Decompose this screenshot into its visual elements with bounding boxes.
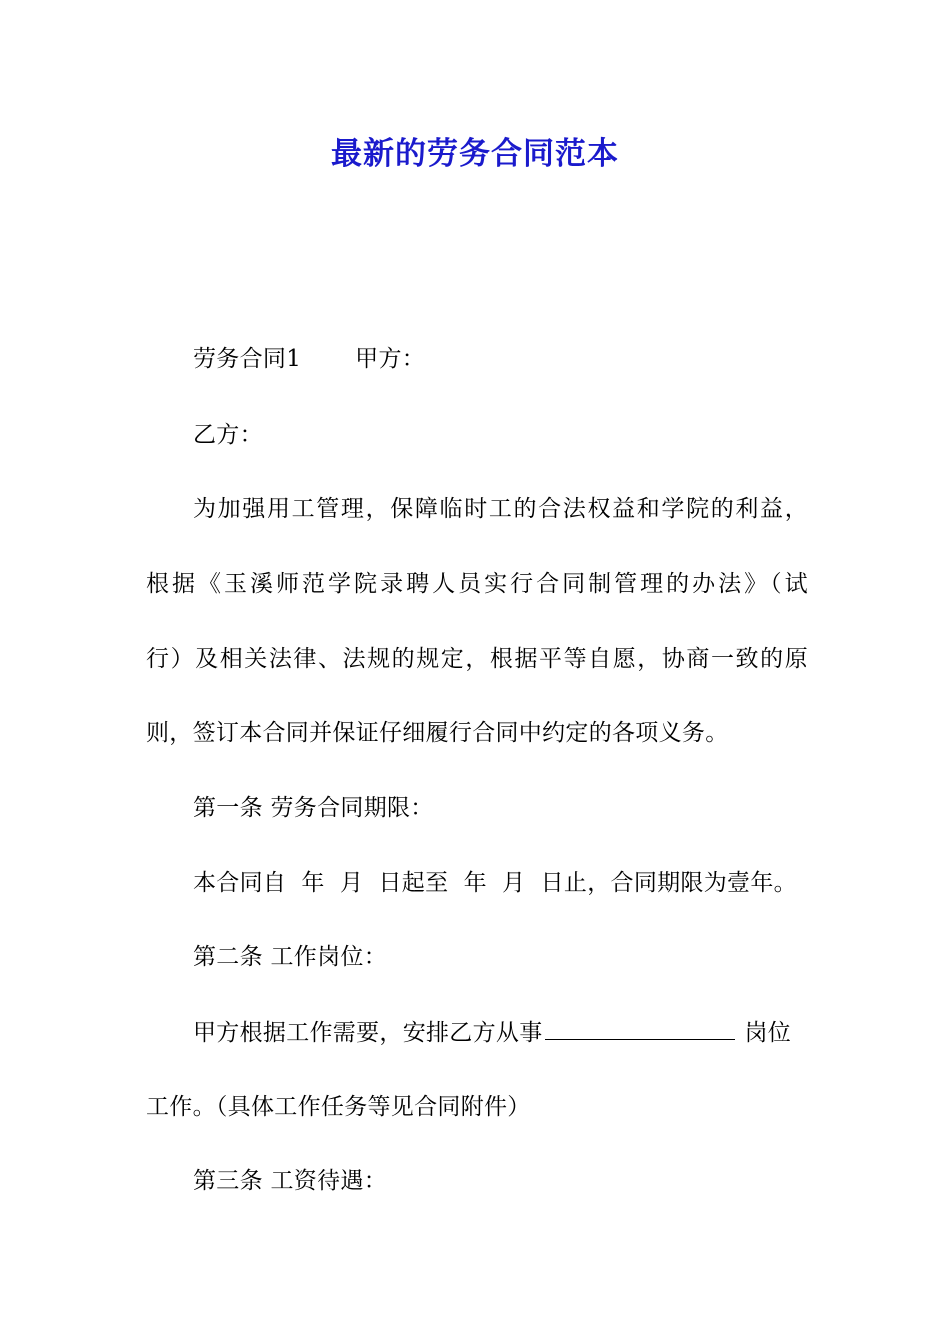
contract-number-label: 劳务合同1 bbox=[193, 346, 302, 372]
party-b-label: 乙方： bbox=[193, 422, 263, 448]
article-3-heading: 第三条 工资待遇： bbox=[193, 1168, 388, 1194]
position-suffix: 岗位 bbox=[744, 1020, 792, 1046]
paragraph-intro-line-1: 为加强用工管理，保障临时工的合法权益和学院的利益， bbox=[193, 496, 808, 522]
party-a-label: 甲方： bbox=[355, 346, 426, 372]
position-assignment-text: 甲方根据工作需要，安排乙方从事 bbox=[193, 1020, 543, 1046]
article-2-heading: 第二条 工作岗位： bbox=[193, 944, 388, 970]
article-1-term: 本合同自 年 月 日起至 年 月 日止，合同期限为壹年。 bbox=[193, 870, 797, 896]
position-blank-field[interactable] bbox=[545, 1017, 735, 1040]
article-1-heading: 第一条 劳务合同期限： bbox=[193, 795, 434, 821]
paragraph-contract-header bbox=[146, 344, 808, 374]
paragraph-intro-line-2: 根据《玉溪师范学院录聘人员实行合同制管理的办法》（试 bbox=[146, 571, 808, 597]
article-2-note: 工作。（具体工作任务等见合同附件） bbox=[146, 1094, 531, 1120]
document-title: 最新的劳务合同范本 bbox=[331, 136, 619, 172]
paragraph-intro-line-3: 行）及相关法律、法规的规定，根据平等自愿，协商一致的原 bbox=[146, 646, 808, 672]
article-2-position-line bbox=[146, 1017, 808, 1048]
paragraph-intro-line-4: 则，签订本合同并保证仔细履行合同中约定的各项义务。 bbox=[146, 720, 729, 746]
